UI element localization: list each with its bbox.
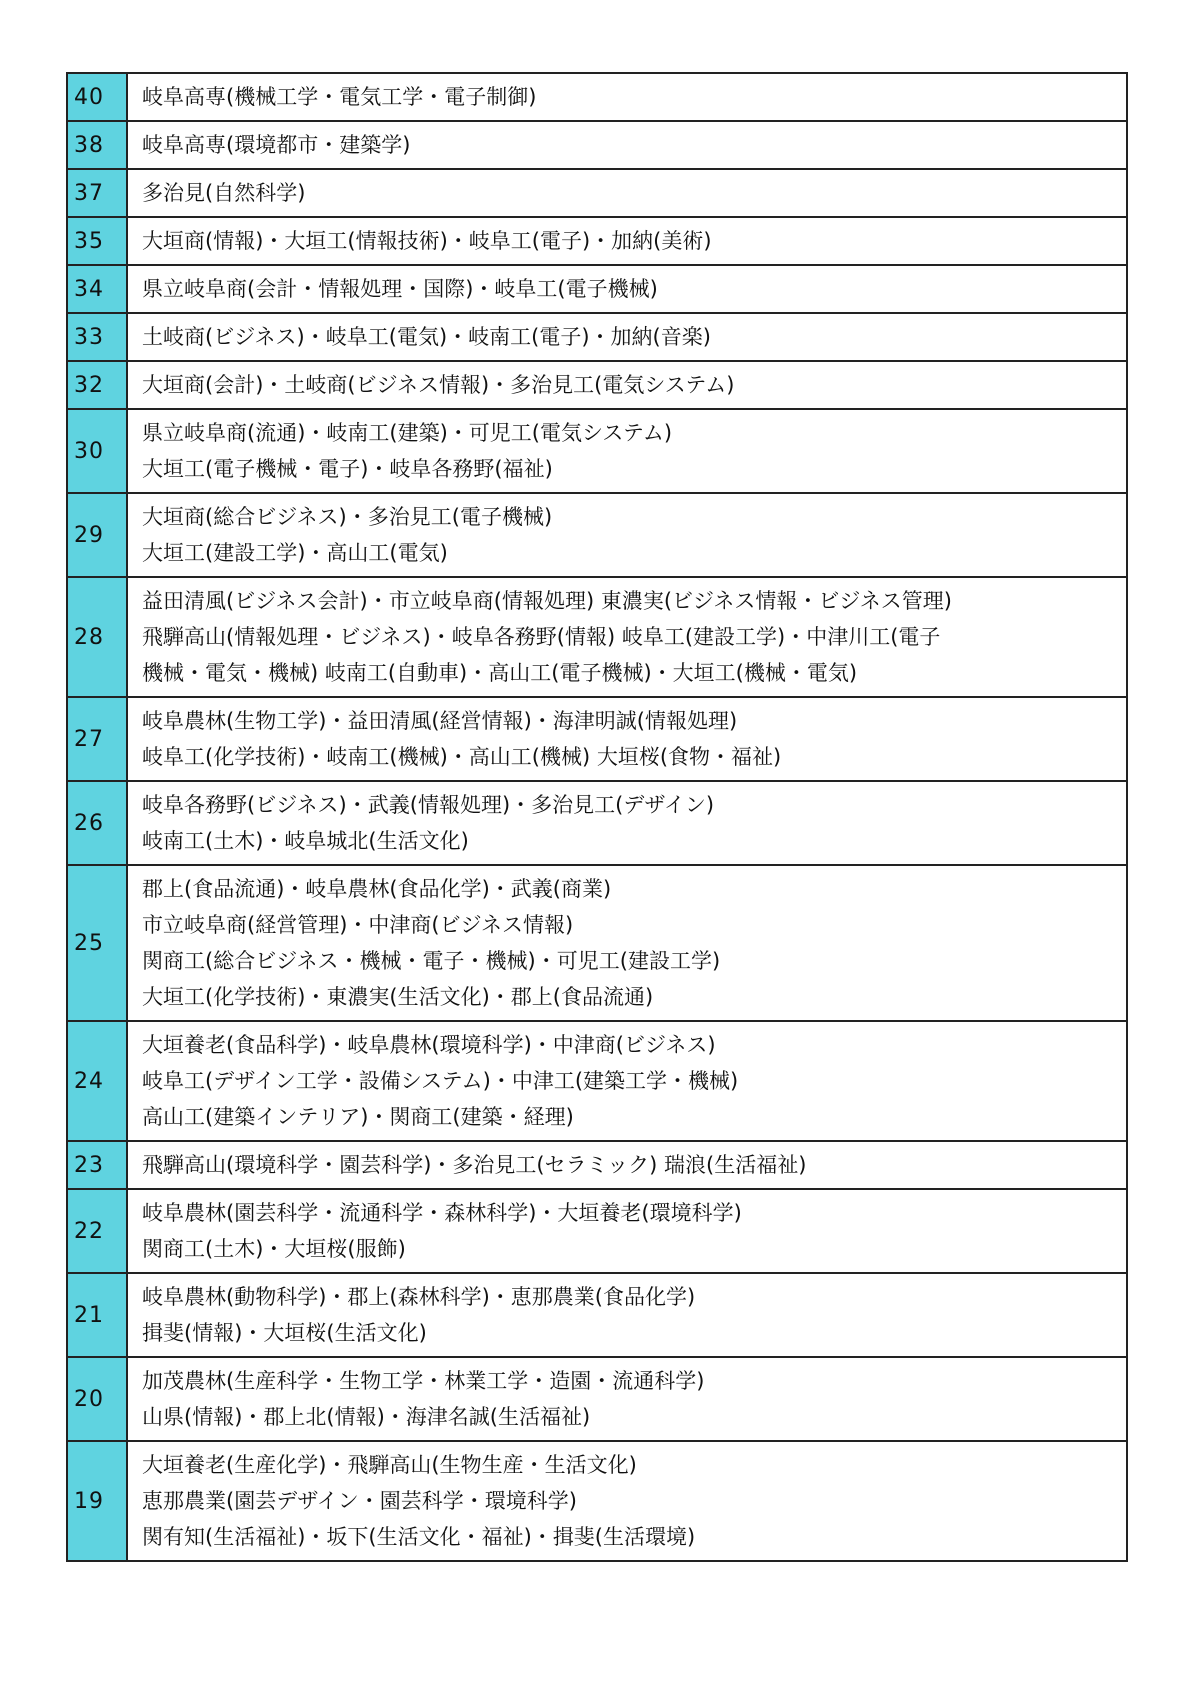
score-cell: 19 bbox=[67, 1441, 127, 1561]
schools-cell bbox=[127, 577, 1127, 697]
schools-cell bbox=[127, 73, 1127, 121]
school-line: 大垣工(建設工学)・高山工(電気) bbox=[142, 541, 448, 565]
table-row bbox=[67, 1273, 1127, 1357]
school-line: 県立岐阜商(会計・情報処理・国際)・岐阜工(電子機械) bbox=[142, 277, 658, 301]
schools-cell bbox=[127, 409, 1127, 493]
schools-cell bbox=[127, 1273, 1127, 1357]
school-line: 岐阜農林(動物科学)・郡上(森林科学)・恵那農業(食品化学) bbox=[142, 1285, 696, 1309]
score-cell: 33 bbox=[67, 313, 127, 361]
school-line: 機械・電気・機械) 岐南工(自動車)・高山工(電子機械)・大垣工(機械・電気) bbox=[142, 661, 858, 685]
table-row bbox=[67, 1357, 1127, 1441]
school-line: 岐阜高専(機械工学・電気工学・電子制御) bbox=[142, 85, 537, 109]
school-line: 大垣養老(生産化学)・飛騨高山(生物生産・生活文化) bbox=[142, 1453, 637, 1477]
school-line: 関有知(生活福祉)・坂下(生活文化・福祉)・揖斐(生活環境) bbox=[142, 1525, 696, 1549]
school-line: 飛騨高山(情報処理・ビジネス)・岐阜各務野(情報) 岐阜工(建設工学)・中津川工(電子 bbox=[142, 625, 941, 649]
score-cell: 24 bbox=[67, 1021, 127, 1141]
schools-cell bbox=[127, 1141, 1127, 1189]
score-cell: 28 bbox=[67, 577, 127, 697]
table-row bbox=[67, 121, 1127, 169]
school-line: 郡上(食品流通)・岐阜農林(食品化学)・武義(商業) bbox=[142, 877, 612, 901]
school-line: 大垣工(電子機械・電子)・岐阜各務野(福祉) bbox=[142, 457, 553, 481]
ranking-sheet bbox=[66, 72, 1128, 1562]
score-cell: 37 bbox=[67, 169, 127, 217]
school-line: 恵那農業(園芸デザイン・園芸科学・環境科学) bbox=[142, 1489, 577, 1513]
table-row bbox=[67, 1441, 1127, 1561]
school-line: 関商工(土木)・大垣桜(服飾) bbox=[142, 1237, 406, 1261]
school-line: 岐南工(土木)・岐阜城北(生活文化) bbox=[142, 829, 469, 853]
school-line: 岐阜工(デザイン工学・設備システム)・中津工(建築工学・機械) bbox=[142, 1069, 739, 1093]
school-line: 岐阜工(化学技術)・岐南工(機械)・高山工(機械) 大垣桜(食物・福祉) bbox=[142, 745, 782, 769]
table-row bbox=[67, 577, 1127, 697]
school-line: 市立岐阜商(経営管理)・中津商(ビジネス情報) bbox=[142, 913, 574, 937]
schools-cell bbox=[127, 121, 1127, 169]
table-row bbox=[67, 865, 1127, 1021]
table-row bbox=[67, 217, 1127, 265]
ranking-table-body bbox=[67, 73, 1127, 1561]
table-row bbox=[67, 265, 1127, 313]
schools-cell bbox=[127, 493, 1127, 577]
school-line: 大垣工(化学技術)・東濃実(生活文化)・郡上(食品流通) bbox=[142, 985, 654, 1009]
score-cell: 26 bbox=[67, 781, 127, 865]
table-row bbox=[67, 73, 1127, 121]
school-line: 大垣商(情報)・大垣工(情報技術)・岐阜工(電子)・加納(美術) bbox=[142, 229, 712, 253]
table-row bbox=[67, 1189, 1127, 1273]
table-row bbox=[67, 361, 1127, 409]
schools-cell bbox=[127, 697, 1127, 781]
school-line: 大垣商(会計)・土岐商(ビジネス情報)・多治見工(電気システム) bbox=[142, 373, 735, 397]
score-cell: 30 bbox=[67, 409, 127, 493]
score-cell: 40 bbox=[67, 73, 127, 121]
table-row bbox=[67, 493, 1127, 577]
score-cell: 23 bbox=[67, 1141, 127, 1189]
schools-cell bbox=[127, 1021, 1127, 1141]
table-row bbox=[67, 313, 1127, 361]
schools-cell bbox=[127, 1357, 1127, 1441]
schools-cell bbox=[127, 1189, 1127, 1273]
school-line: 土岐商(ビジネス)・岐阜工(電気)・岐南工(電子)・加納(音楽) bbox=[142, 325, 711, 349]
schools-cell bbox=[127, 265, 1127, 313]
ranking-table bbox=[66, 72, 1128, 1562]
table-row bbox=[67, 409, 1127, 493]
school-line: 多治見(自然科学) bbox=[142, 181, 306, 205]
table-row bbox=[67, 169, 1127, 217]
score-cell: 35 bbox=[67, 217, 127, 265]
school-line: 県立岐阜商(流通)・岐南工(建築)・可児工(電気システム) bbox=[142, 421, 673, 445]
table-row bbox=[67, 1021, 1127, 1141]
schools-cell bbox=[127, 169, 1127, 217]
schools-cell bbox=[127, 865, 1127, 1021]
school-line: 高山工(建築インテリア)・関商工(建築・経理) bbox=[142, 1105, 574, 1129]
score-cell: 22 bbox=[67, 1189, 127, 1273]
school-line: 益田清風(ビジネス会計)・市立岐阜商(情報処理) 東濃実(ビジネス情報・ビジネス管理) bbox=[142, 589, 952, 613]
schools-cell bbox=[127, 1441, 1127, 1561]
school-line: 大垣商(総合ビジネス)・多治見工(電子機械) bbox=[142, 505, 553, 529]
school-line: 飛騨高山(環境科学・園芸科学)・多治見工(セラミック) 瑞浪(生活福祉) bbox=[142, 1153, 807, 1177]
schools-cell bbox=[127, 217, 1127, 265]
school-line: 岐阜農林(園芸科学・流通科学・森林科学)・大垣養老(環境科学) bbox=[142, 1201, 742, 1225]
table-row bbox=[67, 781, 1127, 865]
score-cell: 20 bbox=[67, 1357, 127, 1441]
score-cell: 32 bbox=[67, 361, 127, 409]
school-line: 大垣養老(食品科学)・岐阜農林(環境科学)・中津商(ビジネス) bbox=[142, 1033, 716, 1057]
school-line: 山県(情報)・郡上北(情報)・海津名誠(生活福祉) bbox=[142, 1405, 591, 1429]
school-line: 岐阜高専(環境都市・建築学) bbox=[142, 133, 411, 157]
table-row bbox=[67, 697, 1127, 781]
score-cell: 21 bbox=[67, 1273, 127, 1357]
schools-cell bbox=[127, 361, 1127, 409]
school-line: 岐阜農林(生物工学)・益田清風(経営情報)・海津明誠(情報処理) bbox=[142, 709, 738, 733]
school-line: 岐阜各務野(ビジネス)・武義(情報処理)・多治見工(デザイン) bbox=[142, 793, 715, 817]
score-cell: 38 bbox=[67, 121, 127, 169]
score-cell: 27 bbox=[67, 697, 127, 781]
school-line: 揖斐(情報)・大垣桜(生活文化) bbox=[142, 1321, 427, 1345]
score-cell: 34 bbox=[67, 265, 127, 313]
schools-cell bbox=[127, 313, 1127, 361]
school-line: 加茂農林(生産科学・生物工学・林業工学・造園・流通科学) bbox=[142, 1369, 705, 1393]
school-line: 関商工(総合ビジネス・機械・電子・機械)・可児工(建設工学) bbox=[142, 949, 721, 973]
score-cell: 29 bbox=[67, 493, 127, 577]
score-cell: 25 bbox=[67, 865, 127, 1021]
table-row bbox=[67, 1141, 1127, 1189]
schools-cell bbox=[127, 781, 1127, 865]
